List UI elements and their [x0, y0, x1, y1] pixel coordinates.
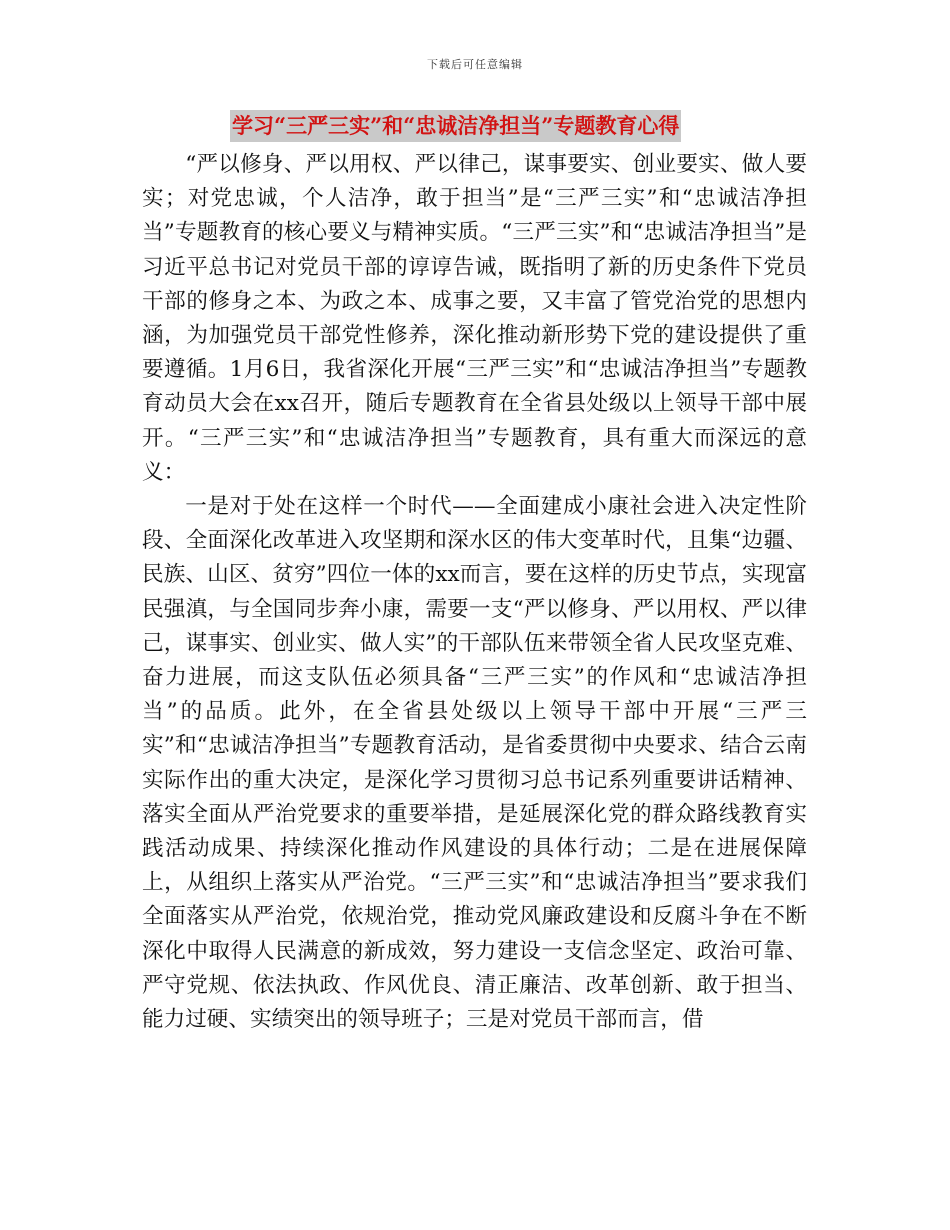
title-area	[230, 110, 770, 142]
paragraph: 一是对于处在这样一个时代——全面建成小康社会进入决定性阶段、全面深化改革进入攻坚期和深水区的伟大变革时代，且集“边疆、民族、山区、贫穷”四位一体的xx而言，要在这样的历史节点，实现富民强滇，与全国同步奔小康，需要一支“严以修身、严以用权、严以律己，谋事实、创业实、做人实”的干部队伍来带领全省人民攻坚克难、奋力进展，而这支队伍必须具备“三严三实”的作风和“忠诚洁净担当”的品质。此外，在全省县处级以上领导干部中开展“三严三实”和“忠诚洁净担当”专题教育活动，是省委贯彻中央要求、结合云南实际作出的重大决定，是深化学习贯彻习总书记系列重要讲话精神、落实全面从严治党要求的重要举措，是延展深化党的群众路线教育实践活动成果、持续深化推动作风建设的具体行动；二是在进展保障上，从组织上落实从严治党。“三严三实”和“忠诚洁净担当”要求我们全面落实从严治党，依规治党，推动党风廉政建设和反腐斗争在不断深化中取得人民满意的新成效，努力建设一支信念坚定、政治可靠、严守党规、依法执政、作风优良、清正廉洁、改革创新、敢于担当、能力过硬、实绩突出的领导班子；三是对党员干部而言，借	[142, 494, 807, 1033]
document-title: 学习“三严三实”和“忠诚洁净担当”专题教育心得	[230, 110, 681, 142]
header-note: 下载后可任意编辑	[427, 58, 523, 71]
document-body	[142, 148, 807, 1037]
paragraph: “严以修身、严以用权、严以律己，谋事要实、创业要实、做人要实；对党忠诚，个人洁净，敢于担当”是“三严三实”和“忠诚洁净担当”专题教育的核心要义与精神实质。“三严三实”和“忠诚洁净担当”是习近平总书记对党员干部的谆谆告诫，既指明了新的历史条件下党员干部的修身之本、为政之本、成事之要，又丰富了管党治党的思想内涵，为加强党员干部党性修养，深化推动新形势下党的建设提供了重要遵循。1月6日，我省深化开展“三严三实”和“忠诚洁净担当”专题教育动员大会在xx召开，随后专题教育在全省县处级以上领导干部中展开。“三严三实”和“忠诚洁净担当”专题教育，具有重大而深远的意义：	[142, 152, 807, 485]
